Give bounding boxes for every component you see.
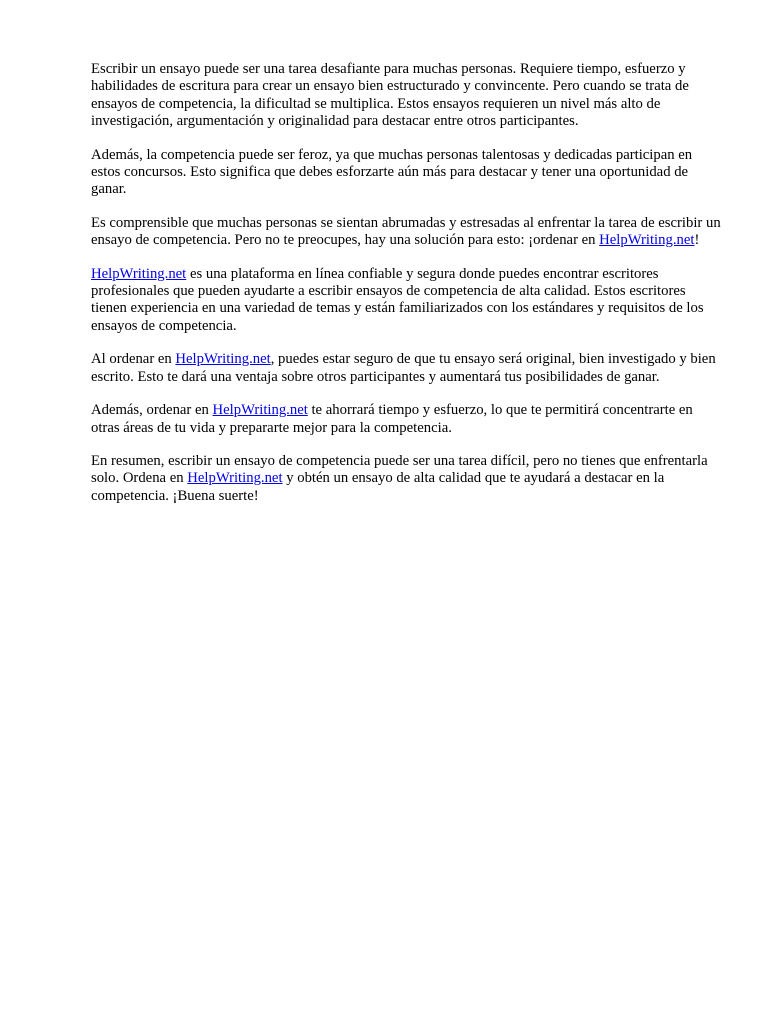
paragraph-text-after: , puedes estar seguro de que tu ensayo será original, bien investigado y bien escrito. Esto te dará una ventaja sobre otros participantes y aumentará tus posibilidades de ganar. bbox=[91, 351, 716, 385]
paragraph-text-after: ! bbox=[694, 232, 700, 249]
helpwriting-link[interactable]: HelpWriting.net bbox=[212, 402, 308, 419]
paragraph-text-before: En resumen, escribir un ensayo de competencia puede ser una tarea difícil, pero no tienes que enfrentarla solo. Ordena en bbox=[91, 452, 708, 487]
paragraph-text-before: Es comprensible que muchas personas se sientan abrumadas y estresadas al enfrentar la tarea de escribir un ensayo de competencia. Pero no te preocupes, hay una solución para esto: ¡ordenar en bbox=[91, 214, 721, 249]
paragraph-summary bbox=[91, 453, 723, 505]
paragraph-text-before: Al ordenar en bbox=[91, 351, 176, 368]
helpwriting-link[interactable]: HelpWriting.net bbox=[599, 232, 695, 249]
paragraph-intro bbox=[91, 61, 723, 131]
paragraph-text-after: y obtén un ensayo de alta calidad que te ayudará a destacar en la competencia. ¡Buena suerte! bbox=[91, 470, 665, 504]
paragraph-text-before: Además, ordenar en bbox=[91, 402, 213, 419]
paragraph-competition bbox=[91, 147, 723, 199]
paragraph-time-saving bbox=[91, 402, 723, 437]
paragraph-solution bbox=[91, 215, 723, 250]
paragraph-text-after: es una plataforma en línea confiable y segura donde puedes encontrar escritores profesionales que pueden ayudarte a escribir ensayos de competencia de alta calidad. Estos escritores tienen experiencia en una variedad de temas y están familiarizados con los estándares y requisitos de los ensayos de competencia. bbox=[91, 265, 704, 334]
helpwriting-link[interactable]: HelpWriting.net bbox=[175, 351, 271, 368]
paragraph-text-after: te ahorrará tiempo y esfuerzo, lo que te permitirá concentrarte en otras áreas de tu vida y prepararte mejor para la competencia. bbox=[91, 402, 693, 436]
document-body bbox=[91, 61, 723, 521]
paragraph-text: Escribir un ensayo puede ser una tarea desafiante para muchas personas. Requiere tiempo, esfuerzo y habilidades de escritura para crear un ensayo bien estructurado y convincente. Pero cuando se trata de ensayos de competencia, la dificultad se multiplica. Estos ensayos requieren un nivel más alto de investigación, argumentación y originalidad para destacar entre otros participantes. bbox=[91, 61, 689, 130]
paragraph-ordering bbox=[91, 351, 723, 386]
paragraph-platform bbox=[91, 266, 723, 336]
paragraph-text: Además, la competencia puede ser feroz, ya que muchas personas talentosas y dedicadas participan en estos concursos. Esto significa que debes esforzarte aún más para destacar y tener una oportunidad de ganar. bbox=[91, 146, 693, 198]
helpwriting-link[interactable]: HelpWriting.net bbox=[91, 265, 187, 282]
helpwriting-link[interactable]: HelpWriting.net bbox=[187, 470, 283, 487]
